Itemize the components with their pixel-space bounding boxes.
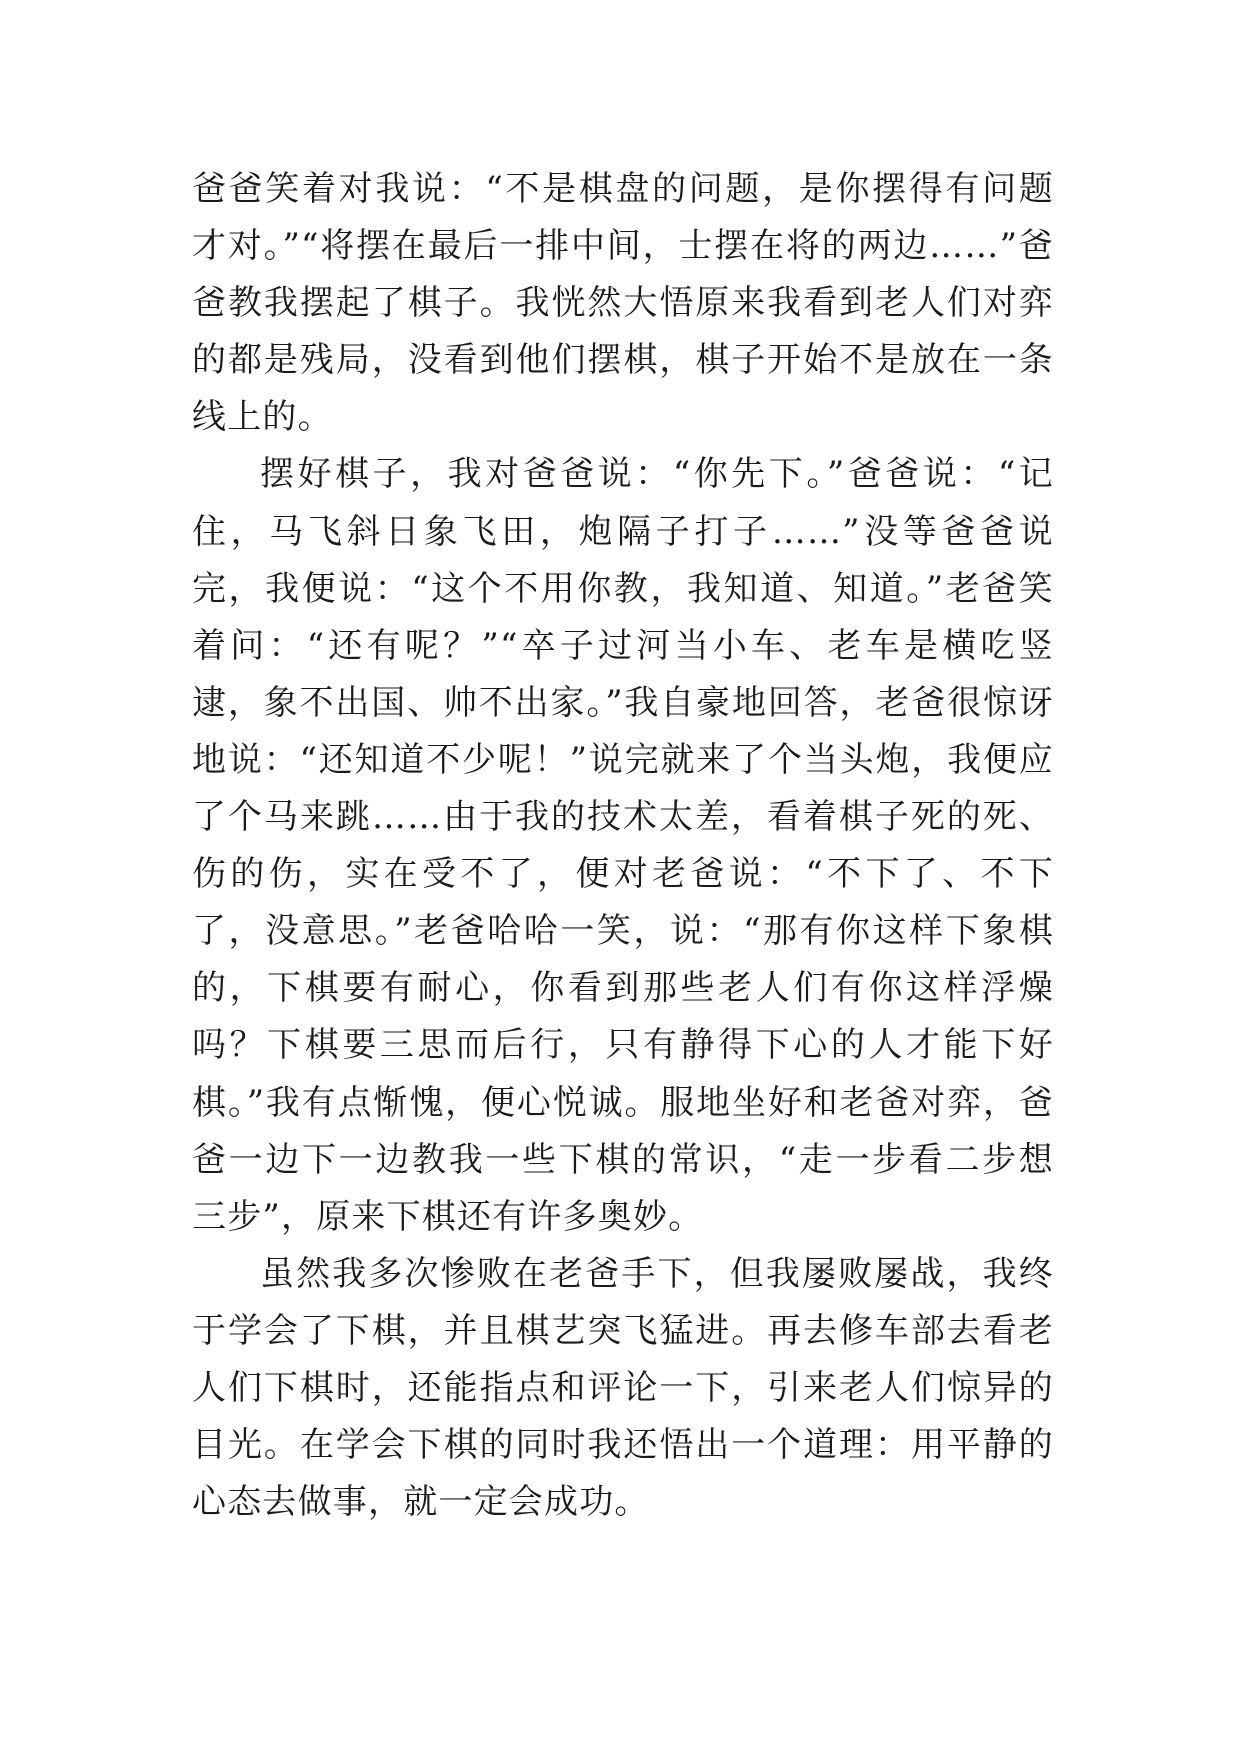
paragraph-2: 摆好棋子，我对爸爸说：“你先下。”爸爸说：“记住，马飞斜日象飞田，炮隔子打子……”没等爸爸说完，我便说：“这个不用你教，我知道、知道。”老爸笑着问：“还有呢？”“卒子过河当小车、老车是横吃竖逮，象不出国、帅不出家。”我自豪地回答，老爸很惊讶地说：“还知道不少呢！”说完就来了个当头炮，我便应了个马来跳……由于我的技术太差，看着棋子死的死、伤的伤，实在受不了，便对老爸说：“不下了、不下了，没意思。”老爸哈哈一笑，说：“那有你这样下象棋的，下棋要有耐心，你看到那些老人们有你这样浮燥吗？下棋要三思而后行，只有静得下心的人才能下好棋。”我有点惭愧，便心悦诚。服地坐好和老爸对弈，爸爸一边下一边教我一些下棋的常识，“走一步看二步想三步”，原来下棋还有许多奥妙。: [192, 454, 1054, 1237]
paragraph-3: 虽然我多次惨败在老爸手下，但我屡败屡战，我终于学会了下棋，并且棋艺突飞猛进。再去修车部去看老人们下棋时，还能指点和评论一下，引来老人们惊异的目光。在学会下棋的同时我还悟出一个道理：用平静的心态去做事，就一定会成功。: [192, 1253, 1054, 1523]
document-body: [192, 161, 1054, 1531]
paragraph-1: 爸爸笑着对我说：“不是棋盘的问题，是你摆得有问题才对。”“将摆在最后一排中间，士摆在将的两边……”爸爸教我摆起了棋子。我恍然大悟原来我看到老人们对弈的都是残局，没看到他们摆棋，棋子开始不是放在一条线上的。: [192, 169, 1054, 438]
